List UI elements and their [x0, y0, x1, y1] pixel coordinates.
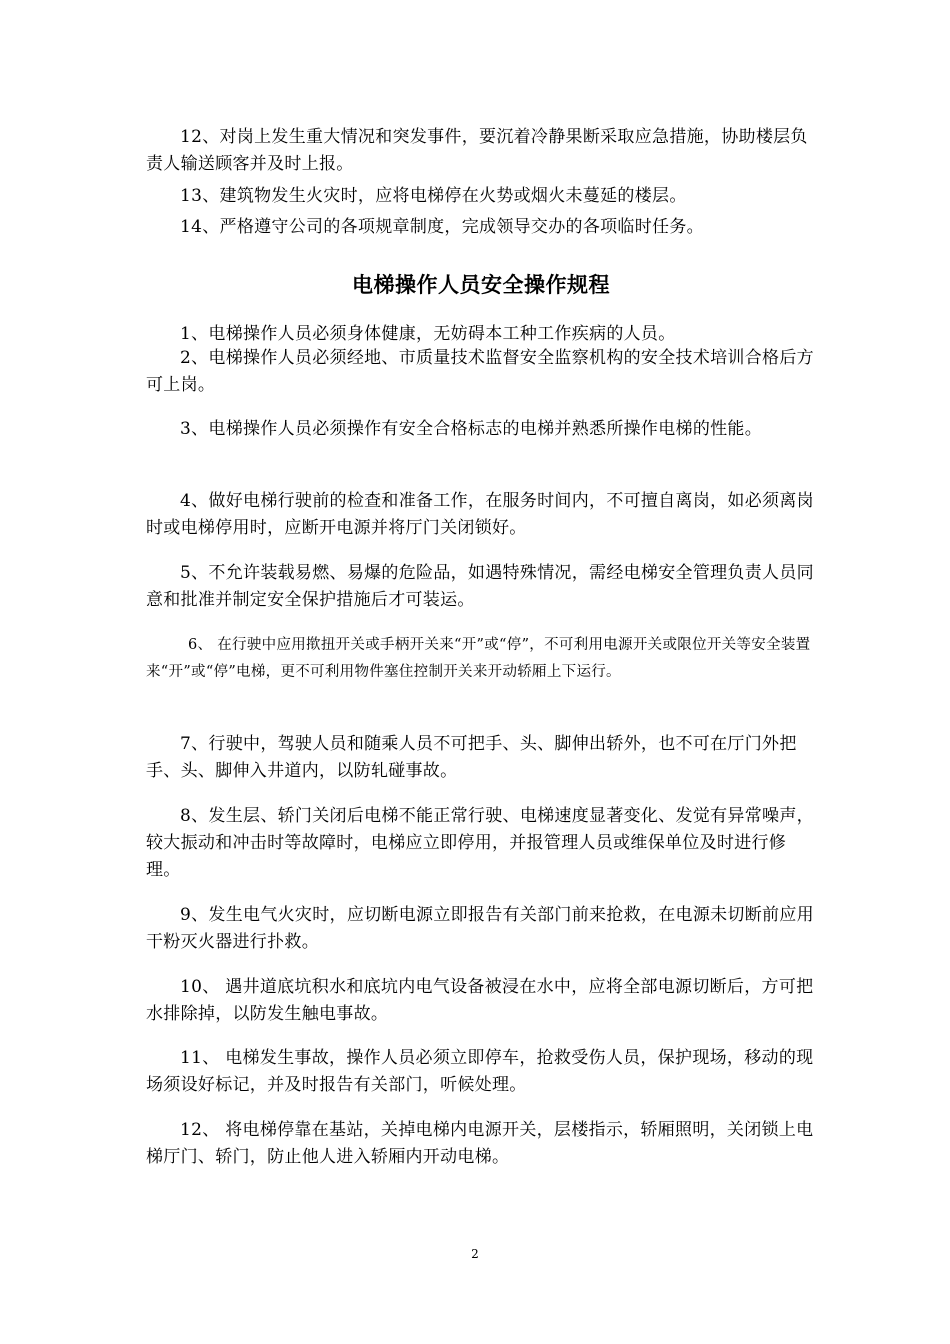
rule-item-10: 10、 遇井道底坑积水和底坑内电气设备被浸在水中，应将全部电源切断后，方可把水排除掉，以防发生触电事故。 [146, 977, 814, 1024]
paragraph-item-12-top: 12、对岗上发生重大情况和突发事件，要沉着冷静果断采取应急措施，协助楼层负责人输送顾客并及时上报。 [146, 127, 808, 174]
rule-item-4: 4、做好电梯行驶前的检查和准备工作，在服务时间内，不可擅自离岗，如必须离岗时或电梯停用时，应断开电源并将厅门关闭锁好。 [146, 491, 814, 538]
rule-item-2: 2、电梯操作人员必须经地、市质量技术监督安全监察机构的安全技术培训合格后方可上岗。 [146, 348, 814, 395]
rule-item-9: 9、发生电气火灾时，应切断电源立即报告有关部门前来抢救，在电源未切断前应用干粉灭火器进行扑救。 [146, 905, 814, 952]
rule-item-11: 11、 电梯发生事故，操作人员必须立即停车，抢救受伤人员，保护现场，移动的现场须设好标记，并及时报告有关部门，听候处理。 [146, 1048, 814, 1095]
rule-item-1: 1、电梯操作人员必须身体健康，无妨碍本工种工作疾病的人员。 [180, 324, 676, 344]
section-title: 电梯操作人员安全操作规程 [352, 273, 610, 297]
rule-item-12: 12、 将电梯停靠在基站，关掉电梯内电源开关，层楼指示，轿厢照明，关闭锁上电梯厅门、轿门，防止他人进入轿厢内开动电梯。 [146, 1120, 814, 1167]
paragraph-item-14-top: 14、严格遵守公司的各项规章制度，完成领导交办的各项临时任务。 [180, 217, 704, 237]
rule-item-3: 3、电梯操作人员必须操作有安全合格标志的电梯并熟悉所操作电梯的性能。 [180, 419, 763, 439]
rule-item-6: 6、 在行驶中应用揿扭开关或手柄开关来“开”或“停”，不可利用电源开关或限位开关等安全装置来“开”或“停”电梯，更不可利用物件塞住控制开关来开动轿厢上下运行。 [146, 637, 811, 680]
rule-item-7: 7、行驶中，驾驶人员和随乘人员不可把手、头、脚伸出轿外，也不可在厅门外把手、头、脚伸入井道内，以防轧碰事故。 [146, 734, 797, 781]
rule-item-5: 5、不允许装载易燃、易爆的危险品，如遇特殊情况，需经电梯安全管理负责人员同意和批准并制定安全保护措施后才可装运。 [146, 563, 814, 610]
page-number: 2 [471, 1247, 479, 1261]
paragraph-item-13-top: 13、建筑物发生火灾时，应将电梯停在火势或烟火未蔓延的楼层。 [180, 186, 687, 206]
rule-item-8: 8、发生层、轿门关闭后电梯不能正常行驶、电梯速度显著变化、发觉有异常噪声，较大振动和冲击时等故障时，电梯应立即停用，并报管理人员或维保单位及时进行修理。 [146, 806, 814, 880]
